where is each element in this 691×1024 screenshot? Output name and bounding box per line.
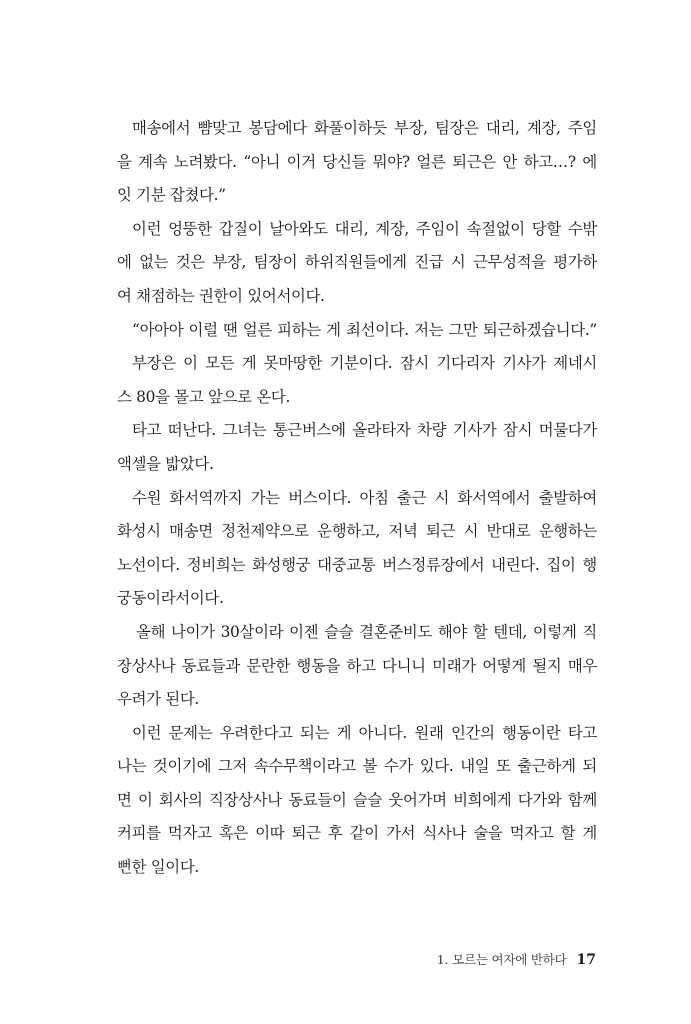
text-line: 액셀을 밟았다. xyxy=(117,454,214,473)
text-line: 우려가 된다. xyxy=(117,690,200,709)
text-line: 잇 기분 잡쳤다.” xyxy=(117,186,226,205)
text-line: 수원 화서역까지 가는 버스이다. 아침 출근 시 화서역에서 출발하여 xyxy=(132,488,597,507)
text-line: 에 없는 것은 부장, 팀장이 하위직원들에게 진급 시 근무성적을 평가하 xyxy=(117,253,597,272)
text-line: 타고 떠난다. 그녀는 통근버스에 올라타자 차량 기사가 잠시 머물다가 xyxy=(132,421,597,440)
text-line: 노선이다. 정비희는 화성행궁 대중교통 버스정류장에서 내린다. 집이 행 xyxy=(117,555,597,574)
text-line: 커피를 먹자고 혹은 이따 퇴근 후 같이 가서 식사나 술을 먹자고 할 게 xyxy=(117,824,597,843)
text-line: 스 80을 몰고 앞으로 온다. xyxy=(117,387,291,406)
text-line: 을 계속 노려봤다. “아니 이거 당신들 뭐야? 얼른 퇴근은 안 하고…? 에 xyxy=(117,152,597,171)
page-footer xyxy=(437,950,596,970)
text-line: 궁동이라서이다. xyxy=(117,589,224,608)
text-line: 매송에서 뺨맞고 봉담에다 화풀이하듯 부장, 팀장은 대리, 계장, 주임 xyxy=(132,119,597,137)
text-line: 올해 나이가 30살이라 이젠 슬슬 결혼준비도 해야 할 텐데, 이렇게 직 xyxy=(136,622,597,641)
text-line: “아아아 이럴 땐 얼른 피하는 게 최선이다. 저는 그만 퇴근하겠습니다.” xyxy=(132,320,597,339)
text-line: 나는 것이기에 그저 속수무책이라고 볼 수가 있다. 내일 또 출근하게 되 xyxy=(117,757,597,776)
page-body-text xyxy=(117,112,597,885)
text-line: 부장은 이 모든 게 못마땅한 기분이다. 잠시 기다리자 기사가 제네시 xyxy=(132,354,597,373)
text-line: 여 채점하는 권한이 있어서이다. xyxy=(117,286,325,305)
chapter-title: 1. 모르는 여자에 반하다 xyxy=(436,952,567,967)
text-line: 면 이 회사의 직장상사나 동료들이 슬슬 웃어가며 비희에게 다가와 함께 xyxy=(117,790,597,809)
text-line: 이런 엉뚱한 갑질이 날아와도 대리, 계장, 주임이 속절없이 당할 수밖 xyxy=(132,219,597,238)
text-line: 이런 문제는 우려한다고 되는 게 아니다. 원래 인간의 행동이란 타고 xyxy=(132,723,597,742)
text-line: 화성시 매송면 정천제약으로 운행하고, 저녁 퇴근 시 반대로 운행하는 xyxy=(117,522,597,541)
text-line: 장상사나 동료들과 문란한 행동을 하고 다니니 미래가 어떻게 될지 매우 xyxy=(117,656,597,675)
text-line: 뻔한 일이다. xyxy=(117,858,200,877)
page-number: 17 xyxy=(576,952,596,968)
